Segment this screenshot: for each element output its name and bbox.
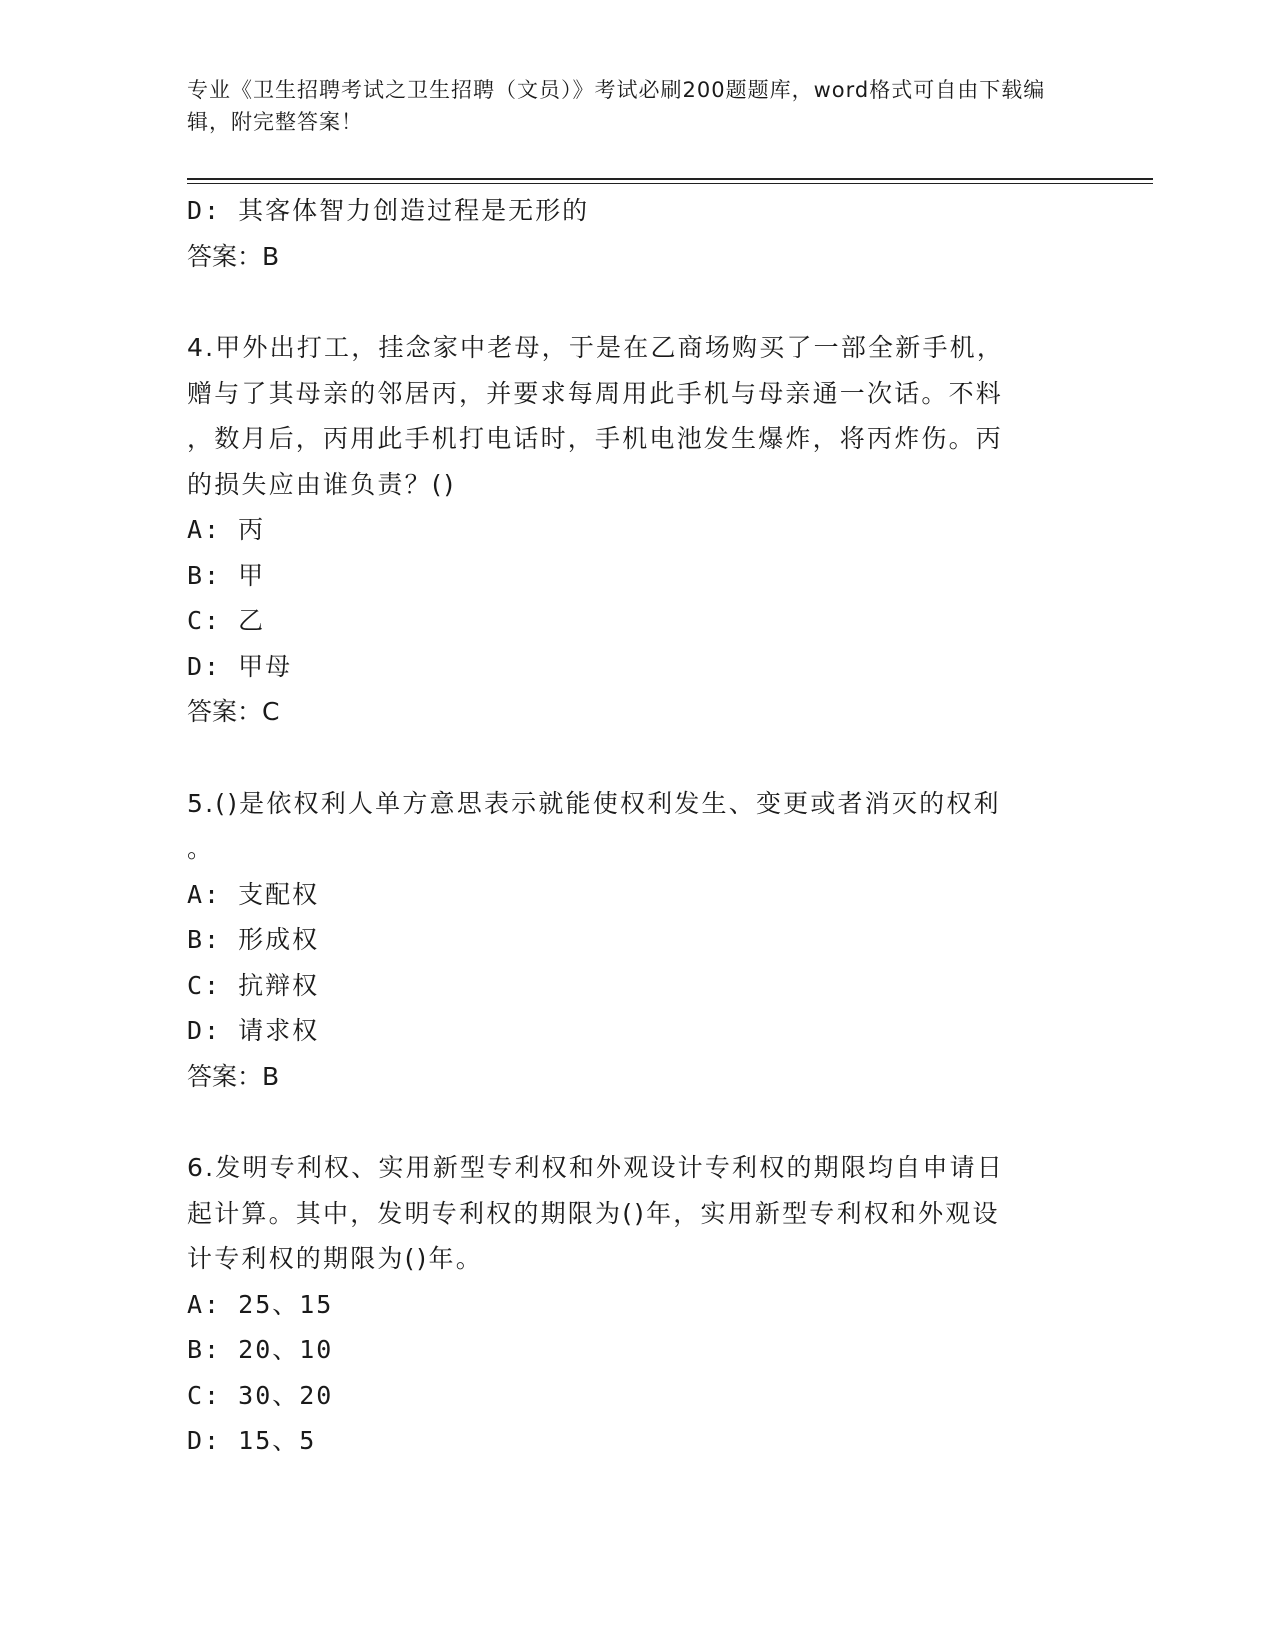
question-text-line: 赠与了其母亲的邻居丙，并要求每周用此手机与母亲通一次话。不料 xyxy=(187,378,1004,408)
option-a: A: 丙 xyxy=(187,515,266,544)
question-text-line: 5.()是依权利人单方意思表示就能使权利发生、变更或者消灭的权利 xyxy=(187,788,1001,818)
option-d: D: 甲母 xyxy=(187,651,293,681)
question-text-line: 4.甲外出打工，挂念家中老母，于是在乙商场购买了一部全新手机， xyxy=(187,333,1005,362)
option-c: C: 乙 xyxy=(187,606,266,635)
question-content xyxy=(187,188,1067,1464)
question-6 xyxy=(187,1145,1067,1282)
question-text-line: 6.发明专利权、实用新型专利权和外观设计专利权的期限均自申请日 xyxy=(187,1153,1005,1182)
option-b: B: 20、10 xyxy=(187,1335,334,1364)
answer: 答案：B xyxy=(187,1061,280,1091)
option-c: C: 30、20 xyxy=(187,1380,334,1410)
question-4 xyxy=(187,325,1067,507)
answer: 答案：B xyxy=(187,241,280,271)
question-5 xyxy=(187,781,1067,872)
spacer xyxy=(187,1099,1067,1145)
question-text-line: 计专利权的期限为()年。 xyxy=(187,1244,483,1273)
spacer xyxy=(187,735,1067,781)
question-text-line: ，数月后，丙用此手机打电话时，手机电池发生爆炸，将丙炸伤。丙 xyxy=(187,424,1004,453)
option-d: D: 其客体智力创造过程是无形的 xyxy=(187,196,590,225)
option-b: B: 甲 xyxy=(187,560,266,590)
spacer xyxy=(187,279,1067,325)
question-text-line: 。 xyxy=(187,834,215,863)
option-a: A: 支配权 xyxy=(187,879,320,909)
answer: 答案：C xyxy=(187,697,280,726)
option-a: A: 25、15 xyxy=(187,1289,334,1319)
header-divider-thin xyxy=(187,183,1153,184)
page-header: 专业《卫生招聘考试之卫生招聘（文员）》考试必刷200题题库，word格式可自由下载编辑，附完整答案！ xyxy=(187,78,1046,134)
header-divider-thick xyxy=(187,178,1153,180)
question-text-line: 起计算。其中，发明专利权的期限为()年，实用新型专利权和外观设 xyxy=(187,1198,1000,1228)
question-text-line: 的损失应由谁负责？() xyxy=(187,469,456,499)
option-d: D: 15、5 xyxy=(187,1426,317,1455)
option-b: B: 形成权 xyxy=(187,925,320,954)
option-c: C: 抗辩权 xyxy=(187,970,320,1000)
option-d: D: 请求权 xyxy=(187,1016,320,1045)
